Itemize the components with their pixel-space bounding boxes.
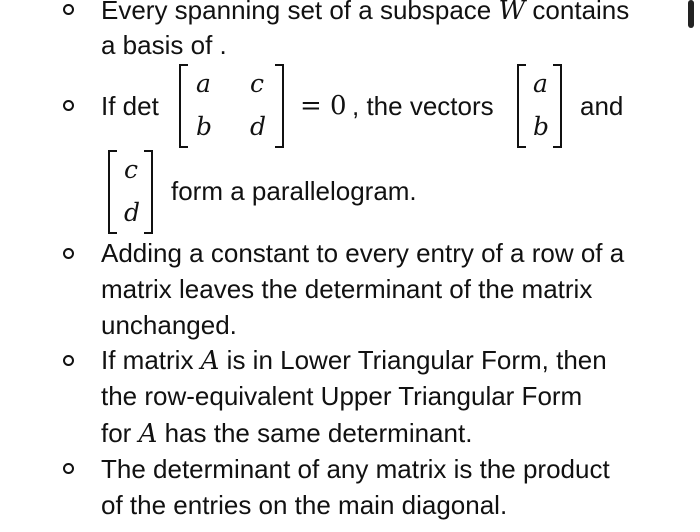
item-3-line-3: unchanged.: [101, 310, 237, 340]
vector-left-bracket: [517, 64, 526, 148]
item-1-line-2: a basis of .: [101, 30, 227, 60]
item-3-line-2: matrix leaves the determinant of the matrix: [101, 274, 593, 304]
equals-zero: = 0: [300, 91, 347, 121]
item-1-text: Every spanning set of a subspace: [101, 0, 499, 25]
vector-right-bracket: [553, 64, 562, 148]
item-4-line-3: [101, 415, 472, 452]
bullet-icon: [63, 355, 74, 366]
item-1-variable: W: [498, 0, 526, 26]
vector-entry-d: d: [124, 198, 141, 227]
item-4-text: If matrix: [101, 345, 201, 375]
matrix-variable-a: A: [200, 346, 220, 376]
vector-entry-b: b: [533, 112, 550, 141]
matrix-entry-b: b: [196, 112, 213, 141]
bullet-icon: [63, 100, 74, 111]
item-1-text-end: contains: [525, 0, 630, 25]
item-5-line-1: The determinant of any matrix is the product: [101, 454, 610, 484]
matrix-left-bracket: [179, 64, 188, 148]
vector-entry-c: c: [124, 155, 139, 184]
matrix-entry-d: d: [250, 112, 267, 141]
item-2-suffix: form a parallelogram.: [171, 176, 417, 206]
bullet-icon: [63, 463, 74, 474]
bullet-icon: [63, 248, 74, 259]
item-5-line-2: of the entries on the main diagonal.: [101, 490, 508, 520]
bullet-icon: [63, 4, 74, 15]
item-2-and: and: [580, 91, 624, 121]
item-2-middle: , the vectors: [352, 91, 494, 121]
vector-right-bracket: [144, 150, 153, 234]
item-4-text: for: [101, 418, 139, 448]
item-2-prefix: If det: [101, 91, 159, 121]
matrix-entry-c: c: [250, 69, 265, 98]
vector-entry-a: a: [533, 69, 548, 98]
item-4-line-1: [101, 342, 607, 379]
item-4-line-2: the row-equivalent Upper Triangular Form: [101, 381, 583, 411]
item-1-line-1: [101, 0, 629, 29]
matrix-right-bracket: [275, 64, 284, 148]
item-4-text-end: has the same determinant.: [157, 418, 473, 448]
matrix-variable-a: A: [138, 419, 158, 449]
matrix-entry-a: a: [196, 69, 211, 98]
item-3-line-1: Adding a constant to every entry of a row of a: [101, 238, 625, 268]
scrollbar[interactable]: [688, 0, 694, 28]
vector-left-bracket: [108, 150, 117, 234]
item-4-text-end: is in Lower Triangular Form, then: [219, 345, 607, 375]
